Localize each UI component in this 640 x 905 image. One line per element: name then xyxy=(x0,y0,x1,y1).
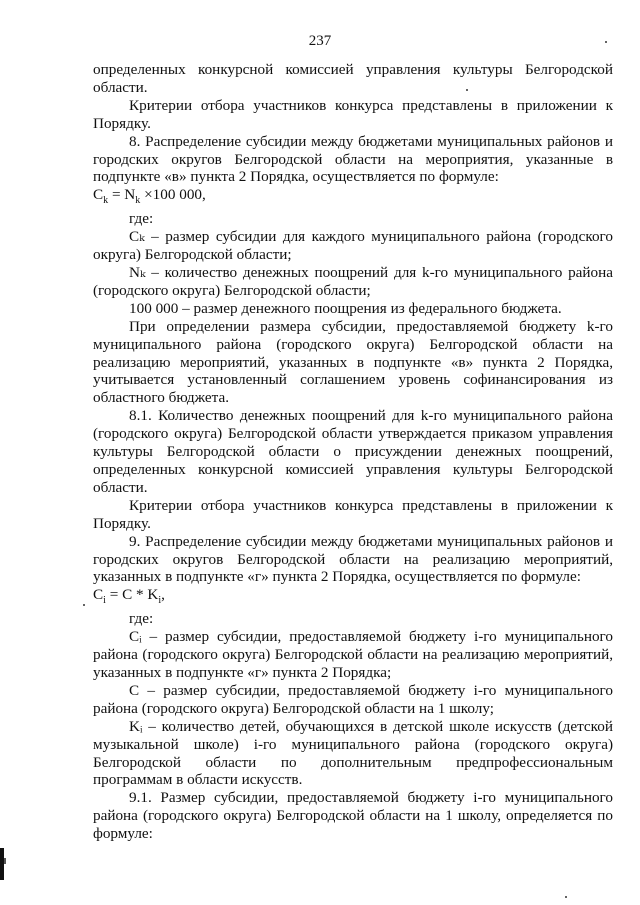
formula-text: C xyxy=(93,586,104,604)
paragraph: Nₖ – количество денежных поощрений для k-го муниципального района (городского округа) Белгородской области; xyxy=(93,264,613,299)
scan-margin-mark xyxy=(0,848,4,880)
paragraph: Cᵢ – размер субсидии, предоставляемой бюджету i-го муниципального района (городского округа) Белгородской области на реализацию мероприятий, указанных в подпункте «г» пункта 2 Порядка; xyxy=(93,628,613,681)
formula-text: = N xyxy=(108,186,136,204)
scan-speck xyxy=(466,89,468,91)
scan-speck xyxy=(605,41,607,43)
formula-where-label: где: xyxy=(129,210,154,228)
formula-subscript: i xyxy=(158,595,162,607)
paragraph: 100 000 – размер денежного поощрения из федерального бюджета. xyxy=(129,299,562,317)
paragraph: С – размер субсидии, предоставляемой бюджету i-го муниципального района (городского округа) Белгородской области на 1 школу; xyxy=(93,681,613,717)
paragraph: 8. Распределение субсидии между бюджетами муниципальных районов и городских округов Белгородской области на мероприятия, указанные в подпункте «в» пункта 2 Порядка, осуществляется по формуле: xyxy=(93,132,613,186)
paragraph: Cₖ – размер субсидии для каждого муниципального района (городского округа) Белгородской области; xyxy=(93,228,613,264)
formula-subscript: i xyxy=(103,595,106,607)
formula-text: = C * K xyxy=(105,586,159,604)
page-number: 237 xyxy=(308,33,332,49)
scan-speck xyxy=(83,604,85,606)
formula-subscript: k xyxy=(103,195,109,207)
paragraph: Критерии отбора участников конкурса представлены в приложении к Порядку. xyxy=(93,96,613,132)
formula xyxy=(93,586,613,610)
paragraph: При определении размера субсидии, предоставляемой бюджету k-го муниципального района (городского округа) Белгородской области на реализацию мероприятий, указанных в подпункте «в» пункта 2 Порядка, учитывается установленный соглашением уровень софинансирования из областного бюджета. xyxy=(93,317,613,407)
scan-margin-mark-secondary xyxy=(4,858,6,864)
paragraph: Критерии отбора участников конкурса представлены в приложении к Порядку. xyxy=(93,496,613,532)
formula xyxy=(93,186,613,210)
formula-text: C xyxy=(93,186,104,204)
formula-subscript: k xyxy=(135,195,141,207)
paragraph: Kᵢ – количество детей, обучающихся в детской школе искусств (детской музыкальной школе) i-го муниципального района (городского округа) Белгородской области по дополнительным предпрофессиональным программам в области искусств. xyxy=(93,717,613,789)
formula-text: , xyxy=(161,586,165,604)
paragraph: 9. Распределение субсидии между бюджетами муниципальных районов и городских округов Белгородской области на реализацию мероприятий, указанных в подпункте «г» пункта 2 Порядка, осуществляется по формуле: xyxy=(93,532,613,586)
scan-speck xyxy=(565,896,567,898)
formula-text: ×100 000, xyxy=(140,186,206,204)
paragraph: 9.1. Размер субсидии, предоставляемой бюджету i-го муниципального района (городского округа) Белгородской области на 1 школу, определяется по формуле: xyxy=(93,789,613,843)
formula-where-label: где: xyxy=(129,610,154,628)
paragraph: определенных конкурсной комиссией управления культуры Белгородской области. xyxy=(93,61,613,96)
document-body xyxy=(93,61,613,843)
paragraph: 8.1. Количество денежных поощрений для k-го муниципального района (городского округа) Белгородской области утверждается приказом управления культуры Белгородской области о присуждении денежных поощрений, определенных конкурсной комиссией управления культуры Белгородской области. xyxy=(93,407,613,496)
